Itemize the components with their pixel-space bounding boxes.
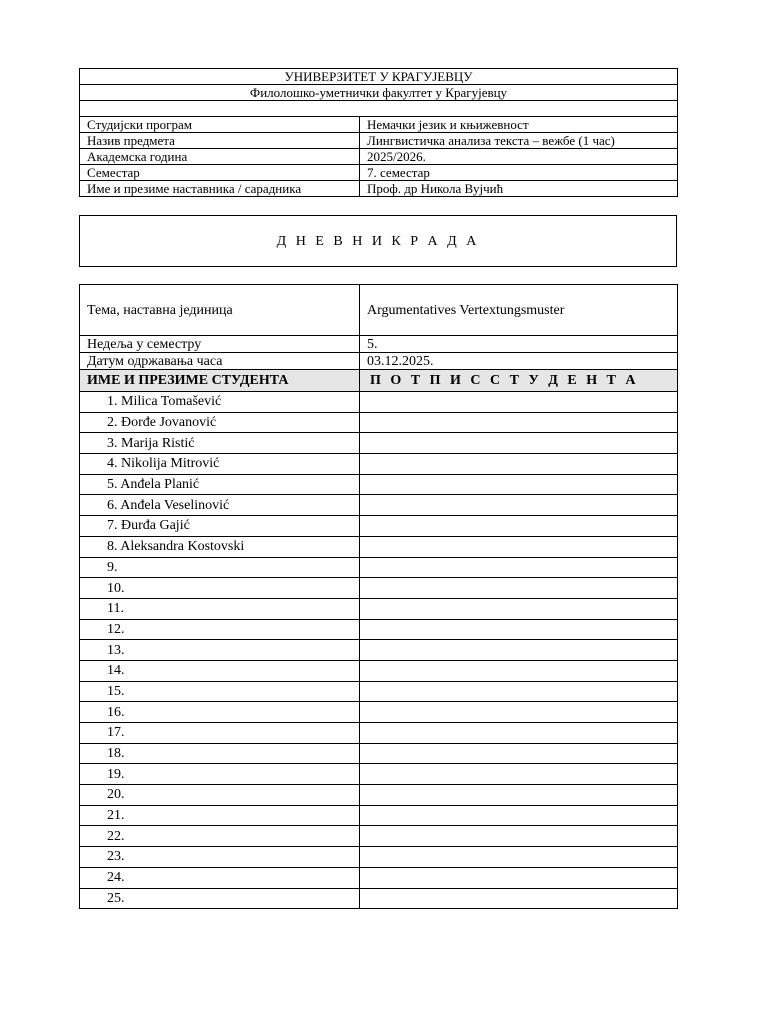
student-name: 5. Anđela Planić — [80, 474, 360, 495]
field-row — [80, 181, 678, 197]
student-row — [80, 454, 678, 475]
student-name: 2. Đorđe Jovanović — [80, 412, 360, 433]
signature-cell[interactable] — [360, 474, 678, 495]
student-name: 17. — [80, 723, 360, 744]
signature-cell[interactable] — [360, 454, 678, 475]
signature-cell[interactable] — [360, 743, 678, 764]
student-name: 6. Anđela Veselinović — [80, 495, 360, 516]
student-name: 22. — [80, 826, 360, 847]
student-row — [80, 640, 678, 661]
student-name: 13. — [80, 640, 360, 661]
signature-cell[interactable] — [360, 888, 678, 909]
student-name: 18. — [80, 743, 360, 764]
signature-cell[interactable] — [360, 847, 678, 868]
signature-cell[interactable] — [360, 867, 678, 888]
signature-cell[interactable] — [360, 412, 678, 433]
student-row — [80, 743, 678, 764]
student-name: 9. — [80, 557, 360, 578]
student-name: 7. Đurđa Gajić — [80, 516, 360, 537]
student-name: 25. — [80, 888, 360, 909]
empty-row — [80, 101, 678, 117]
field-row — [80, 165, 678, 181]
student-row — [80, 826, 678, 847]
field-row — [80, 149, 678, 165]
field-value: Проф. др Никола Вујчић — [360, 181, 678, 197]
document-title: Д Н Е В Н И К Р А Д А — [80, 216, 677, 267]
university-name: УНИВЕРЗИТЕТ У КРАГУЈЕВЦУ — [80, 69, 678, 85]
field-value: Лингвистичка анализа текста – вежбе (1 час) — [360, 133, 678, 149]
name-column-header: ИМЕ И ПРЕЗИМЕ СТУДЕНТА — [80, 370, 360, 392]
student-row — [80, 764, 678, 785]
student-row — [80, 681, 678, 702]
student-name: 23. — [80, 847, 360, 868]
student-row — [80, 888, 678, 909]
signature-cell[interactable] — [360, 681, 678, 702]
student-row — [80, 536, 678, 557]
signature-cell[interactable] — [360, 660, 678, 681]
student-name: 10. — [80, 578, 360, 599]
field-value: 2025/2026. — [360, 149, 678, 165]
student-name: 1. Milica Tomašević — [80, 392, 360, 413]
student-name: 12. — [80, 619, 360, 640]
signature-cell[interactable] — [360, 805, 678, 826]
signature-column-header: П О Т П И С С Т У Д Е Н Т А — [360, 370, 678, 392]
field-label: Академска година — [80, 149, 360, 165]
student-name: 11. — [80, 598, 360, 619]
student-row — [80, 847, 678, 868]
signature-cell[interactable] — [360, 495, 678, 516]
field-label: Назив предмета — [80, 133, 360, 149]
student-row — [80, 660, 678, 681]
signature-cell[interactable] — [360, 826, 678, 847]
signature-cell[interactable] — [360, 516, 678, 537]
student-name: 24. — [80, 867, 360, 888]
student-name: 3. Marija Ristić — [80, 433, 360, 454]
signature-cell[interactable] — [360, 785, 678, 806]
signature-cell[interactable] — [360, 619, 678, 640]
student-name: 19. — [80, 764, 360, 785]
student-row — [80, 723, 678, 744]
week-label: Недеља у семестру — [80, 336, 360, 353]
field-label: Студијски програм — [80, 117, 360, 133]
topic-value: Argumentatives Vertextungsmuster — [360, 285, 678, 336]
faculty-name: Филолошко-уметнички факултет у Крагујевцу — [80, 85, 678, 101]
student-row — [80, 392, 678, 413]
field-row — [80, 117, 678, 133]
student-name: 14. — [80, 660, 360, 681]
date-value: 03.12.2025. — [360, 353, 678, 370]
header-table — [79, 68, 678, 197]
student-name: 4. Nikolija Mitrović — [80, 454, 360, 475]
signature-cell[interactable] — [360, 557, 678, 578]
signature-cell[interactable] — [360, 640, 678, 661]
date-label: Датум одржавања часа — [80, 353, 360, 370]
signature-cell[interactable] — [360, 433, 678, 454]
student-row — [80, 805, 678, 826]
student-row — [80, 619, 678, 640]
student-name: 21. — [80, 805, 360, 826]
signature-cell[interactable] — [360, 598, 678, 619]
student-row — [80, 433, 678, 454]
student-name: 15. — [80, 681, 360, 702]
student-row — [80, 702, 678, 723]
field-label: Име и презиме наставника / сарадника — [80, 181, 360, 197]
student-row — [80, 557, 678, 578]
student-name: 16. — [80, 702, 360, 723]
field-label: Семестар — [80, 165, 360, 181]
student-name: 8. Aleksandra Kostovski — [80, 536, 360, 557]
signature-cell[interactable] — [360, 536, 678, 557]
column-header-row — [80, 370, 678, 392]
attendance-table — [79, 284, 678, 909]
student-row — [80, 785, 678, 806]
signature-cell[interactable] — [360, 392, 678, 413]
date-row — [80, 353, 678, 370]
signature-cell[interactable] — [360, 764, 678, 785]
title-box — [79, 215, 677, 267]
student-row — [80, 516, 678, 537]
signature-cell[interactable] — [360, 702, 678, 723]
field-value: 7. семестар — [360, 165, 678, 181]
week-row — [80, 336, 678, 353]
week-value: 5. — [360, 336, 678, 353]
student-row — [80, 598, 678, 619]
topic-label: Тема, наставна јединица — [80, 285, 360, 336]
signature-cell[interactable] — [360, 723, 678, 744]
student-row — [80, 867, 678, 888]
topic-row — [80, 285, 678, 336]
field-row — [80, 133, 678, 149]
student-row — [80, 495, 678, 516]
field-value: Немачки језик и књижевност — [360, 117, 678, 133]
student-row — [80, 474, 678, 495]
student-row — [80, 412, 678, 433]
student-name: 20. — [80, 785, 360, 806]
student-row — [80, 578, 678, 599]
signature-cell[interactable] — [360, 578, 678, 599]
